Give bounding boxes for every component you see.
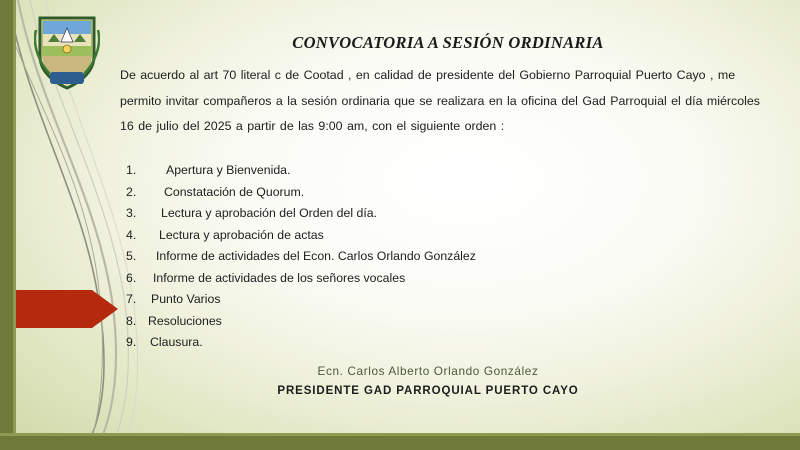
signature-name: Ecn. Carlos Alberto Orlando González	[317, 364, 539, 378]
left-accent-bar-highlight	[13, 0, 16, 450]
signature-role: PRESIDENTE GAD PARROQUIAL PUERTO CAYO	[277, 385, 579, 397]
list-item-number: 9.	[126, 335, 137, 349]
list-item	[126, 332, 766, 354]
list-item-label: Clausura.	[150, 335, 203, 349]
coat-of-arms-icon	[34, 12, 100, 92]
list-item-number: 3.	[126, 206, 137, 220]
page-title: CONVOCATORIA A SESIÓN ORDINARIA	[292, 33, 604, 52]
list-item	[126, 289, 766, 311]
list-item-label: Lectura y aprobación de actas	[159, 227, 324, 242]
list-item-label: Apertura y Bienvenida.	[166, 163, 291, 177]
list-item-label: Punto Varios	[151, 292, 221, 306]
list-item	[126, 246, 766, 268]
left-accent-bar	[0, 0, 13, 450]
list-item-number: 6.	[126, 270, 137, 285]
list-item-number: 7.	[126, 292, 137, 306]
list-item	[126, 203, 766, 225]
list-item	[126, 160, 766, 182]
list-item-label: Resoluciones	[148, 313, 222, 328]
agenda-list	[126, 160, 766, 354]
list-item-number: 8.	[126, 313, 137, 328]
list-item-label: Lectura y aprobación del Orden del día.	[161, 206, 378, 220]
list-item-label: Constatación de Quorum.	[164, 184, 305, 199]
list-item	[126, 311, 766, 333]
list-item-number: 5.	[126, 249, 137, 263]
list-item-number: 2.	[126, 184, 137, 199]
list-item-number: 4.	[126, 227, 137, 242]
slide-content	[118, 0, 778, 450]
body-paragraph: De acuerdo al art 70 literal c de Cootad , en calidad de presidente del Gobierno Parroquial Puerto Cayo , me permito invitar compañeros a la sesión ordinaria que se realizara en la oficina del Gad Parroquial el día miércoles 16 de julio del 2025 a partir de las 9:00 am, con el siguiente orden :	[120, 68, 760, 133]
list-item-label: Informe de actividades del Econ. Carlos Orlando González	[156, 249, 476, 263]
list-item-number: 1.	[126, 163, 137, 177]
list-item	[126, 225, 766, 247]
signature-block	[118, 364, 738, 397]
list-item	[126, 268, 766, 290]
red-arrow-ribbon	[0, 288, 118, 330]
list-item	[126, 182, 766, 204]
list-item-label: Informe de actividades de los señores vocales	[153, 270, 406, 285]
